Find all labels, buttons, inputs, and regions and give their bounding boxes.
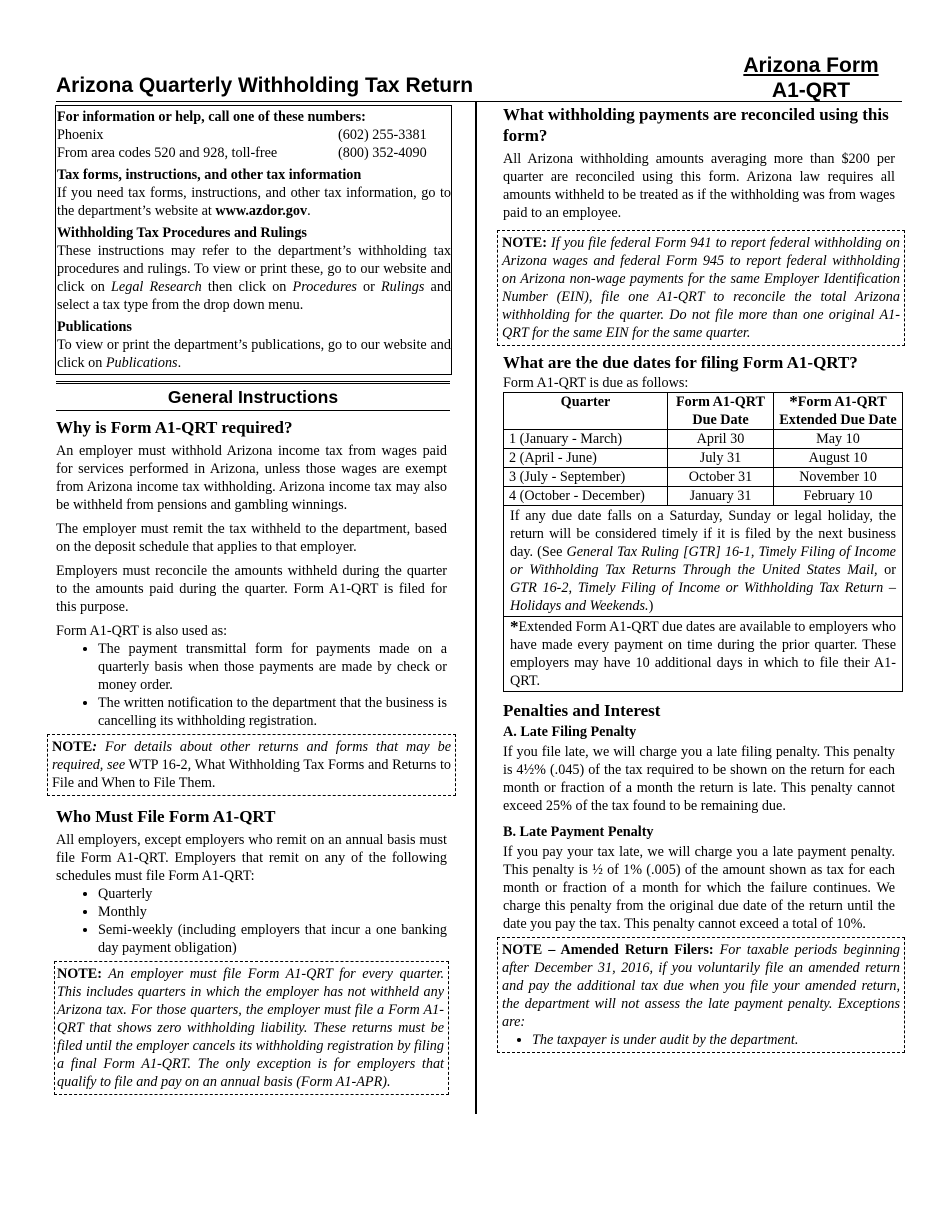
due-heading: What are the due dates for filing Form A1-QRT?	[503, 353, 858, 372]
info-heading: For information or help, call one of these numbers:	[57, 109, 366, 125]
amended-note: NOTE – Amended Return Filers: For taxable periods beginning after December 31, 2016, if you voluntarily file an amended return and pay the additional tax due when you file your amended return, the department will not assess the late payment penalty. Exceptions are: • The taxpayer is under audit by the department.	[497, 937, 905, 1053]
publications-text: To view or print the department’s publications, go to our website and click on Publications.	[57, 337, 451, 371]
why-p1: An employer must withhold Arizona income tax from wages paid for services performed in Arizona, unless those wages are exempt from Arizona income tax withholding. Arizona income tax may also be withheld from pensions and gambling winnings.	[56, 443, 447, 513]
what-p1: All Arizona withholding amounts averaging more than $200 per quarter are reconciled using this form. Arizona law requires all amounts withheld to be treated as if the withholding was from wages paid to an employee.	[503, 151, 895, 221]
list-item: • Monthly	[98, 903, 447, 921]
form-id-line2: A1-QRT	[771, 79, 851, 102]
why-heading: Why is Form A1-QRT required?	[56, 418, 293, 437]
what-note: NOTE: If you file federal Form 941 to report federal withholding on Arizona wages and federal Form 945 to report federal withholding on Arizona non-wage payments for the same Employer Identification Number (EIN), file one A1-QRT to reconcile the total Arizona withholding for the quarter. Do not file more than one original A1-QRT for the same EIN for the same quarter.	[497, 230, 905, 346]
why-p4: Form A1-QRT is also used as:	[56, 623, 228, 639]
who-heading: Who Must File Form A1-QRT	[56, 807, 276, 826]
why-note: NOTE: For details about other returns and forms that may be required, see WTP 16-2, What Withholding Tax Forms and Returns to File and When to File Them.	[47, 734, 456, 796]
right-column	[502, 104, 900, 1053]
form-id-line1: Arizona Form	[743, 54, 879, 77]
publications-heading: Publications	[57, 319, 132, 335]
general-instructions-rule	[56, 410, 450, 411]
phone-number: (800) 352-4090	[338, 145, 427, 161]
column-divider	[475, 102, 477, 1114]
col-due: Form A1-QRT Due Date	[668, 393, 774, 430]
forms-heading: Tax forms, instructions, and other tax information	[57, 167, 362, 183]
due-dates-table	[503, 392, 903, 692]
page-title: Arizona Quarterly Withholding Tax Return	[56, 74, 474, 97]
left-column	[52, 105, 452, 1095]
due-intro: Form A1-QRT is due as follows:	[503, 375, 689, 391]
phone-label: Phoenix	[57, 127, 104, 143]
extended-note-row: *Extended Form A1-QRT due dates are available to employers who have made every payment on time during the prior quarter. These employers may have 10 additional days in which to file their A1-QRT.	[504, 617, 903, 692]
forms-text: If you need tax forms, instructions, and other tax information, go to the department’s website at www.azdor.gov.	[57, 185, 451, 219]
table-row: 3 (July - September) October 31 November 10	[504, 468, 903, 487]
who-note: NOTE: An employer must file Form A1-QRT for every quarter. This includes quarters in which the employer has not withheld any Arizona tax. For those quarters, the employer must file a Form A1-QRT that shows zero withholding liability. These returns must be filed until the employer cancels its withholding registration by filing a final Form A1-QRT. The only exception is for employers that qualify to file and pay on an annual basis (Form A1-APR).	[54, 961, 449, 1095]
website-link[interactable]: www.azdor.gov	[215, 203, 308, 219]
procedures-heading: Withholding Tax Procedures and Rulings	[57, 225, 307, 241]
phone-label: From area codes 520 and 928, toll-free	[57, 145, 278, 161]
list-item: • The payment transmittal form for payments made on a quarterly basis when those payments are made by check or money order.	[98, 640, 447, 694]
phone-row	[57, 126, 451, 144]
why-p2: The employer must remit the tax withheld to the department, based on the deposit schedule that applies to that employer.	[56, 521, 447, 555]
what-heading: What withholding payments are reconciled using this form?	[503, 105, 889, 145]
list-item: • The written notification to the department that the business is cancelling its withholding registration.	[98, 694, 447, 730]
header-rule	[56, 101, 902, 102]
why-p3: Employers must reconcile the amounts withheld during the quarter to the amounts paid during the quarter. Form A1-QRT is filed for this purpose.	[56, 563, 447, 615]
list-item: • Quarterly	[98, 885, 447, 903]
form-id	[731, 53, 891, 103]
table-row: 2 (April - June) July 31 August 10	[504, 449, 903, 468]
why-list	[56, 640, 447, 730]
late-filing-text: If you file late, we will charge you a late filing penalty. This penalty is 4½% (.045) of the tax required to be shown on the return for each month or fraction of a month the return is late. This penalty cannot exceed 25% of the tax found to be remaining due.	[503, 744, 895, 814]
amended-list	[490, 1031, 900, 1049]
info-box	[55, 105, 452, 375]
phone-number: (602) 255-3381	[338, 127, 427, 143]
holiday-row: If any due date falls on a Saturday, Sunday or legal holiday, the return will be considered timely if it is filed by the next business day. (See General Tax Ruling [GTR] 16-1, Timely Filing of Income or Withholding Tax Returns Through the United States Mail, or GTR 16-2, Timely Filing of Income or Withholding Tax Return – Holidays and Weekends.)	[504, 506, 903, 617]
col-quarter: Quarter	[504, 393, 668, 430]
phone-row	[57, 144, 451, 162]
late-payment-heading: B. Late Payment Penalty	[503, 824, 654, 840]
general-instructions-heading: General Instructions	[56, 381, 450, 406]
list-item: • Semi-weekly (including employers that incur a one banking day payment obligation)	[98, 921, 447, 957]
who-list	[56, 885, 447, 957]
list-item: • The taxpayer is under audit by the department.	[532, 1031, 900, 1049]
late-payment-text: If you pay your tax late, we will charge you a late payment penalty. This penalty is ½ of 1% (.005) of the amount shown as tax for each month or fraction of a month for which the failure continues. We charge this penalty from the original due date of the return until the date you pay the tax. This penalty cannot exceed a total of 10%.	[503, 844, 895, 932]
table-header-row	[504, 393, 903, 430]
table-row: 4 (October - December) January 31 February 10	[504, 487, 903, 506]
who-p1: All employers, except employers who remit on an annual basis must file Form A1-QRT. Employers that remit on any of the following schedules must file Form A1-QRT:	[56, 832, 447, 884]
late-filing-heading: A. Late Filing Penalty	[503, 724, 637, 740]
penalties-heading: Penalties and Interest	[503, 701, 661, 720]
procedures-text: These instructions may refer to the department’s withholding tax procedures and rulings. To view or print these, go to our website and click on Legal Research then click on Procedures or Rulings and select a tax type from the drop down menu.	[57, 243, 452, 313]
col-extended: *Form A1-QRT Extended Due Date	[774, 393, 903, 430]
table-row: 1 (January - March) April 30 May 10	[504, 430, 903, 449]
